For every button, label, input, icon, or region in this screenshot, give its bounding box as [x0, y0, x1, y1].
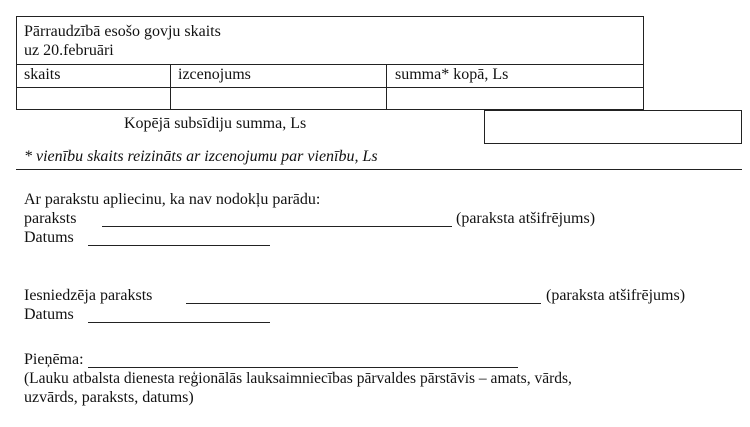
footnote: * vienību skaits reizināts ar izcenojumu par vienību, Ls — [24, 148, 378, 165]
table-title-line1: Pārraudzībā esošo govju skaits — [24, 23, 221, 40]
accepted-label: Pieņēma: — [24, 351, 84, 368]
subsidy-total-box — [484, 110, 742, 144]
applicant-signature-label: Iesniedzēja paraksts — [24, 287, 153, 304]
cell-count-empty — [17, 88, 170, 109]
applicant-date-line — [88, 322, 270, 323]
accepted-signature-line — [88, 367, 518, 368]
subsidy-total-label: Kopējā subsīdiju summa, Ls — [124, 115, 307, 132]
declaration-signature-label: paraksts — [24, 210, 77, 227]
declaration-date-line — [88, 245, 270, 246]
column-header-price: izcenojums — [178, 66, 251, 83]
table-border-right — [643, 16, 644, 110]
table-border-top — [16, 16, 644, 17]
applicant-signature-hint: (paraksta atšifrējums) — [546, 287, 686, 304]
declaration-signature-hint: (paraksta atšifrējums) — [456, 210, 596, 227]
table-title-line2: uz 20.februāri — [24, 42, 114, 59]
declaration-signature-line — [102, 226, 452, 227]
declaration-statement: Ar parakstu apliecinu, ka nav nodokļu parādu: — [24, 191, 321, 208]
cell-total-empty — [387, 88, 643, 109]
accepted-note-line1: (Lauku atbalsta dienesta reģionālās lauksaimniecības pārvaldes pārstāvis – amats, vārds, — [24, 370, 572, 387]
cell-price-empty — [171, 88, 386, 109]
declaration-date-label: Datums — [24, 229, 74, 246]
table-border-header — [16, 64, 644, 65]
applicant-date-label: Datums — [24, 306, 74, 323]
column-header-count: skaits — [24, 66, 61, 83]
column-header-total: summa* kopā, Ls — [395, 66, 509, 83]
accepted-note-line2: uzvārds, paraksts, datums) — [24, 389, 194, 406]
footnote-separator — [16, 169, 742, 170]
applicant-signature-line — [186, 303, 541, 304]
